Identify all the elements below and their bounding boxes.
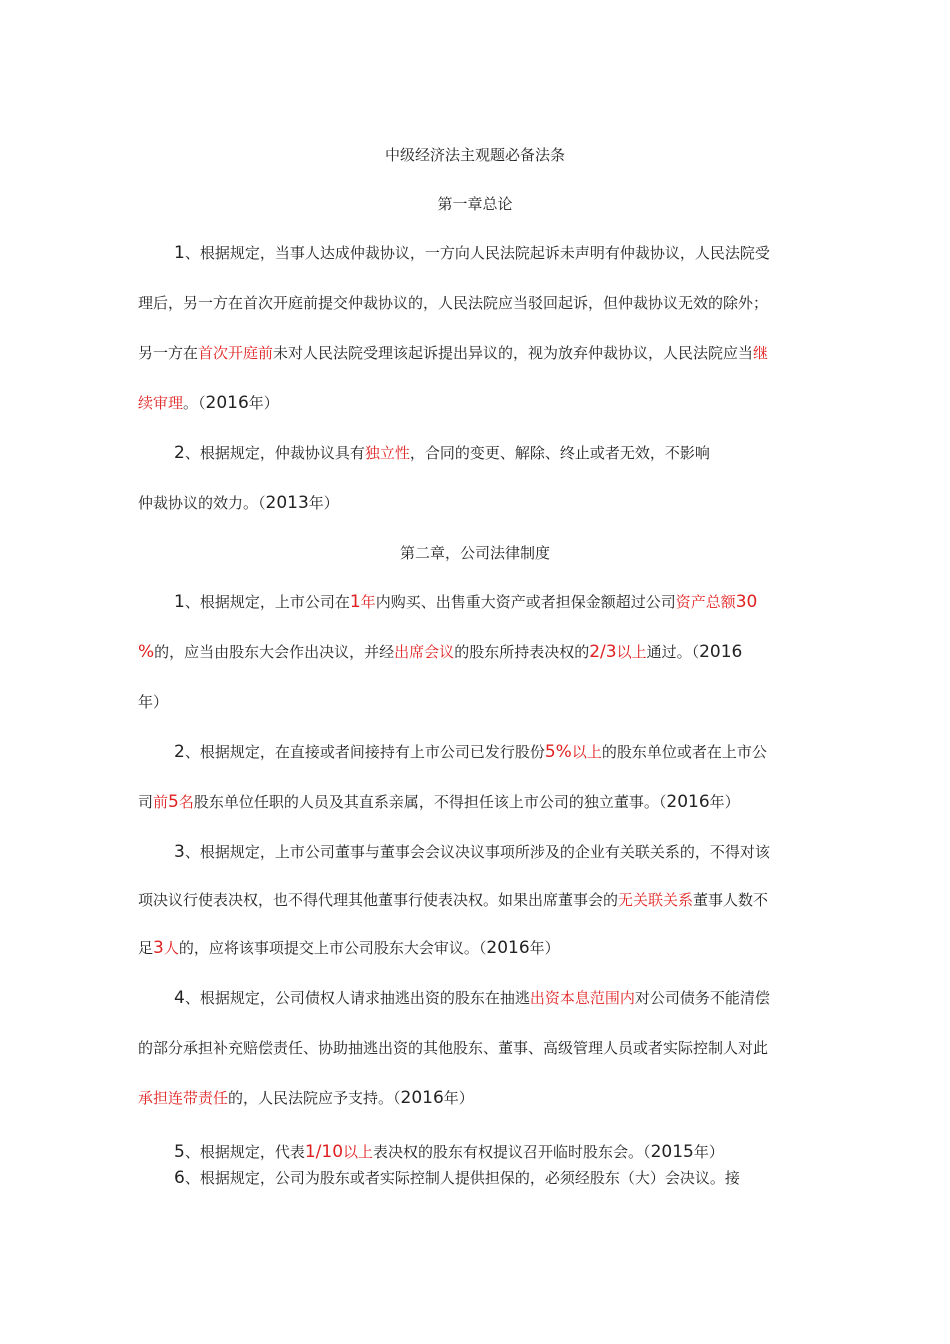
highlighted-text: 30 bbox=[735, 592, 758, 612]
text-segment: 、根据规定，公司债权人请求抽逃出资的股东在抽逃 bbox=[184, 989, 530, 1007]
text-segment: 2016 bbox=[400, 1088, 444, 1108]
highlighted-text: 承担连带责任 bbox=[138, 1089, 229, 1107]
paragraph-line bbox=[174, 1142, 724, 1162]
highlighted-text: 3 bbox=[153, 938, 164, 958]
highlighted-text: 以上 bbox=[343, 1143, 374, 1161]
text-segment: 的股东单位或者在上市公 bbox=[601, 743, 767, 761]
highlighted-text: 前 bbox=[153, 793, 169, 811]
highlighted-text: 继 bbox=[753, 344, 769, 362]
text-segment: 年） bbox=[138, 693, 169, 711]
text-segment: 2 bbox=[174, 742, 185, 762]
paragraph-line bbox=[174, 842, 770, 862]
paragraph-line bbox=[138, 1088, 474, 1108]
text-segment: 2016 bbox=[666, 792, 710, 812]
text-segment: 的，人民法院应予支持。（ bbox=[228, 1089, 401, 1107]
text-segment: 、根据规定，当事人达成仲裁协议，一方向人民法院起诉未声明有仲裁协议，人民法院受 bbox=[184, 244, 770, 262]
paragraph-line bbox=[138, 293, 768, 313]
text-segment: 通过。（ bbox=[646, 643, 700, 661]
paragraph-line bbox=[138, 343, 768, 363]
paragraph-line bbox=[174, 742, 767, 762]
highlighted-text: 资产总额 bbox=[675, 593, 736, 611]
highlighted-text: 1 bbox=[349, 592, 361, 612]
highlighted-text: 1/10 bbox=[304, 1142, 344, 1162]
highlighted-text: % bbox=[138, 642, 155, 662]
paragraph-line bbox=[138, 642, 742, 662]
text-segment: 、根据规定，上市公司董事与董事会会议决议事项所涉及的企业有关联关系的，不得对该 bbox=[184, 843, 770, 861]
text-segment: 年） bbox=[693, 1143, 724, 1161]
text-segment: 内购买、出售重大资产或者担保金额超过公司 bbox=[375, 593, 676, 611]
text-segment: 2015 bbox=[650, 1142, 694, 1162]
highlighted-text: 首次开庭前 bbox=[198, 344, 274, 362]
highlighted-text: 年 bbox=[360, 593, 376, 611]
text-segment: 1 bbox=[174, 243, 185, 263]
paragraph-line bbox=[174, 443, 710, 463]
text-segment: 、根据规定，在直接或者间接持有上市公司已发行股份 bbox=[184, 743, 545, 761]
text-segment: 年） bbox=[308, 494, 339, 512]
paragraph-line bbox=[138, 938, 560, 958]
text-segment: 的，应当由股东大会作出决议，并经 bbox=[154, 643, 395, 661]
paragraph-line bbox=[138, 1038, 768, 1058]
text-segment: 2013 bbox=[265, 493, 309, 513]
text-segment: 年） bbox=[443, 1089, 474, 1107]
text-segment: 项决议行使表决权，也不得代理其他董事行使表决权。如果出席董事会的 bbox=[138, 891, 619, 909]
paragraph-line bbox=[174, 988, 770, 1008]
text-segment: 2016 bbox=[205, 393, 249, 413]
highlighted-text: 名 bbox=[178, 793, 194, 811]
chapter-1-heading: 第一章总论 bbox=[437, 195, 513, 213]
text-segment: 1 bbox=[174, 592, 185, 612]
highlighted-text: 人 bbox=[163, 939, 179, 957]
text-segment: 董事人数不 bbox=[693, 891, 769, 909]
text-segment: 足 bbox=[138, 939, 154, 957]
paragraph-line bbox=[138, 493, 339, 513]
highlighted-text: 2/3 bbox=[589, 642, 617, 662]
text-segment: 2 bbox=[174, 443, 185, 463]
paragraph-line bbox=[174, 1168, 740, 1188]
text-segment: 仲裁协议的效力。（ bbox=[138, 494, 266, 512]
text-segment: 、根据规定，公司为股东或者实际控制人提供担保的，必须经股东（大）会决议。接 bbox=[184, 1169, 740, 1187]
text-segment: 。（ bbox=[183, 394, 206, 412]
highlighted-text: 5% bbox=[544, 742, 572, 762]
paragraph-line bbox=[174, 243, 770, 263]
text-segment: 年） bbox=[709, 793, 740, 811]
chapter-2-heading: 第二章，公司法律制度 bbox=[399, 544, 550, 562]
text-segment: 2016 bbox=[699, 642, 743, 662]
highlighted-text: 以上 bbox=[616, 643, 647, 661]
highlighted-text: 5 bbox=[168, 792, 179, 812]
text-segment: 对公司债务不能清偿 bbox=[634, 989, 770, 1007]
text-segment: ，合同的变更、解除、终止或者无效，不影响 bbox=[409, 444, 710, 462]
text-segment: 3 bbox=[174, 842, 185, 862]
paragraph-line bbox=[138, 692, 168, 712]
highlighted-text: 以上 bbox=[571, 743, 602, 761]
text-segment: 年） bbox=[248, 394, 279, 412]
text-segment: 5 bbox=[174, 1142, 185, 1162]
document-title: 中级经济法主观题必备法条 bbox=[384, 146, 565, 164]
text-segment: 、根据规定，仲裁协议具有 bbox=[184, 444, 365, 462]
text-segment: 的部分承担补充赔偿责任、协助抽逃出资的其他股东、董事、高级管理人员或者实际控制人对此 bbox=[138, 1039, 769, 1057]
highlighted-text: 出席会议 bbox=[394, 643, 455, 661]
highlighted-text: 无关联关系 bbox=[618, 891, 694, 909]
text-segment: 未对人民法院受理该起诉提出异议的，视为放弃仲裁协议，人民法院应当 bbox=[273, 344, 754, 362]
text-segment: 年） bbox=[529, 939, 560, 957]
text-segment: 司 bbox=[138, 793, 154, 811]
paragraph-line bbox=[174, 592, 757, 612]
text-segment: 另一方在 bbox=[138, 344, 199, 362]
text-segment: 、根据规定，上市公司在 bbox=[184, 593, 350, 611]
highlighted-text: 独立性 bbox=[364, 444, 410, 462]
text-segment: 6 bbox=[174, 1168, 185, 1188]
paragraph-line bbox=[138, 393, 279, 413]
text-segment: 4 bbox=[174, 988, 185, 1008]
text-segment: 股东单位任职的人员及其直系亲属，不得担任该上市公司的独立董事。（ bbox=[193, 793, 667, 811]
text-segment: 的股东所持表决权的 bbox=[454, 643, 590, 661]
text-segment: 理后，另一方在首次开庭前提交仲裁协议的，人民法院应当驳回起诉，但仲裁协议无效的除外； bbox=[138, 294, 769, 312]
highlighted-text: 出资本息范围内 bbox=[529, 989, 635, 1007]
text-segment: 、根据规定，代表 bbox=[184, 1143, 305, 1161]
paragraph-line bbox=[138, 890, 768, 910]
text-segment: 2016 bbox=[486, 938, 530, 958]
text-segment: 的，应将该事项提交上市公司股东大会审议。（ bbox=[178, 939, 487, 957]
highlighted-text: 续审理 bbox=[138, 394, 184, 412]
text-segment: 表决权的股东有权提议召开临时股东会。（ bbox=[373, 1143, 651, 1161]
paragraph-line bbox=[138, 792, 740, 812]
